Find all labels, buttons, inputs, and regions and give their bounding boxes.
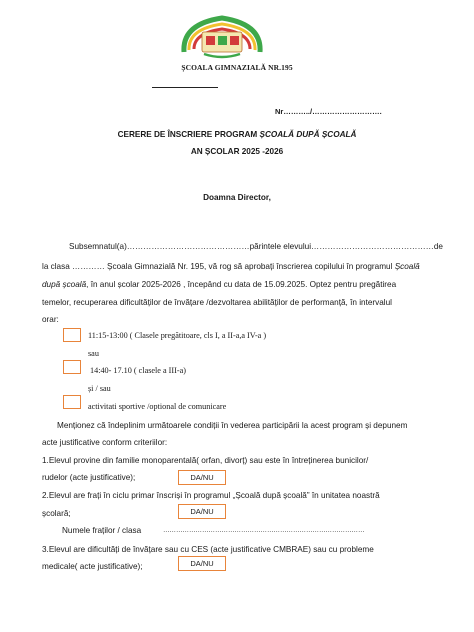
paragraph-line-1: Subsemnatul(a)………………………………………părintele elevului………………………………………de	[69, 242, 443, 251]
paragraph-line-2-text: la clasa ………… Școala Gimnazială Nr. 195, vă rog să aprobați înscrierea copilului în programul	[42, 262, 395, 271]
paragraph-line-4: temelor, recuperarea dificultăților de învățare /dezvoltarea abilităților de performanță, în intervalul	[42, 298, 392, 307]
criterion-1-line-1: 1.Elevul provine din familie monoparentală( orfan, divorț) sau este în întreținerea bunicilor/	[42, 456, 369, 465]
option-1-label: 11:15-13:00 ( Clasele pregătitoare, cls I, a II-a,a IV-a )	[88, 331, 267, 340]
mention-line-2: acte justificative conform criteriilor:	[42, 438, 168, 447]
criterion-1-answer[interactable]: DA/NU	[178, 470, 226, 485]
criterion-2-line-1: 2.Elevul are frați în ciclu primar înscriși în programul „Școală după școală” în unitatea noastră	[42, 491, 380, 500]
signature-line	[152, 87, 218, 88]
option-3-label: activitati sportive /optional de comunicare	[88, 402, 227, 411]
option-1-checkbox[interactable]	[63, 328, 81, 342]
paragraph-line-2-italic: Școală	[394, 262, 420, 271]
connector-sau: sau	[88, 349, 99, 358]
siblings-field[interactable]: …………………………………………………………………………………	[163, 527, 365, 534]
school-logo	[178, 12, 266, 62]
school-year: AN ȘCOLAR 2025 -2026	[190, 147, 284, 156]
criterion-3-answer[interactable]: DA/NU	[178, 556, 226, 571]
criterion-2-answer[interactable]: DA/NU	[178, 504, 226, 519]
criterion-3-line-2: medicale( acte justificative);	[42, 562, 143, 571]
option-2-checkbox[interactable]	[63, 360, 81, 374]
paragraph-line-5: orar:	[42, 315, 59, 324]
paragraph-line-3-text: , în anul școlar 2025-2026 , începând cu data de 15.09.2025. Optez pentru pregătirea	[86, 280, 397, 289]
mention-line-1: Menționez că îndeplinim următoarele condiții în vederea participării la acest program și depunem	[57, 421, 408, 430]
connector-si-sau: și / sau	[88, 384, 111, 393]
salutation: Doamna Director,	[203, 193, 271, 202]
paragraph-line-3-italic: după școală	[42, 280, 87, 289]
option-3-checkbox[interactable]	[63, 395, 81, 409]
registration-number: Nr………../……………………….	[275, 107, 382, 116]
form-title	[0, 130, 474, 139]
paragraph-line-2	[42, 262, 420, 271]
criterion-1-line-2: rudelor (acte justificative);	[42, 473, 136, 482]
siblings-label: Numele fraților / clasa	[62, 526, 142, 535]
form-title-program: ȘCOALĂ DUPĂ ȘCOALĂ	[259, 130, 357, 139]
paragraph-line-3	[42, 280, 396, 289]
form-title-text: CERERE DE ÎNSCRIERE PROGRAM	[117, 130, 260, 139]
school-name: ȘCOALA GIMNAZIALĂ NR.195	[181, 63, 293, 72]
option-2-label: 14:40- 17.10 ( clasele a III-a)	[90, 366, 186, 375]
criterion-3-line-1: 3.Elevul are dificultăți de învățare sau cu CES (acte justificative CMBRAE) sau cu probleme	[42, 545, 374, 554]
criterion-2-line-2: școlară;	[42, 509, 71, 518]
